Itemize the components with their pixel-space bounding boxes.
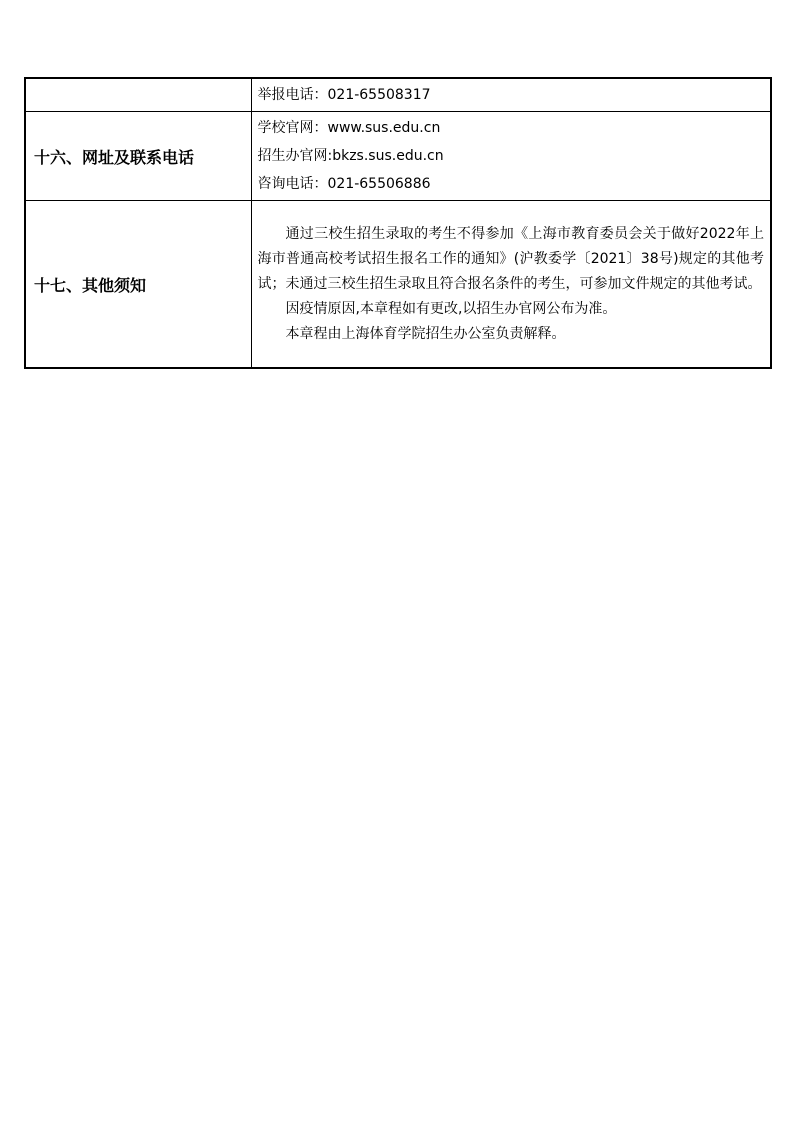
- table-row-notes: [25, 201, 771, 369]
- notes-paragraph-interpretation: 本章程由上海体育学院招生办公室负责解释。: [285, 325, 566, 342]
- notes-paragraph-epidemic: 因疫情原因,本章程如有更改,以招生办官网公布为准。: [285, 300, 617, 317]
- notes-paragraph-exam-rules: 通过三校生招生录取的考生不得参加《上海市教育委员会关于做好2022年上海市普通高校考试招生报名工作的通知》(沪教委学〔2021〕38号)规定的其他考试；未通过三校生招生录取且符合报名条件的考生，可参加文件规定的其他考试。: [257, 225, 764, 292]
- table-row-report-phone: [25, 78, 771, 112]
- report-phone-cell: [251, 78, 771, 112]
- row-label-empty: [25, 78, 251, 112]
- admissions-info-table: [24, 77, 772, 369]
- school-website-line: 学校官网：www.sus.edu.cn: [257, 120, 441, 136]
- notes-cell: [251, 201, 771, 369]
- contact-section-label: 十六、网址及联系电话: [25, 112, 251, 201]
- report-phone-line: 举报电话：021-65508317: [257, 87, 431, 103]
- table-row-contact: [25, 112, 771, 201]
- admissions-website-line: 招生办官网:bkzs.sus.edu.cn: [257, 148, 444, 164]
- inquiry-phone-line: 咨询电话：021-65506886: [257, 176, 431, 192]
- notes-section-label: 十七、其他须知: [25, 201, 251, 369]
- contact-info-cell: [251, 112, 771, 201]
